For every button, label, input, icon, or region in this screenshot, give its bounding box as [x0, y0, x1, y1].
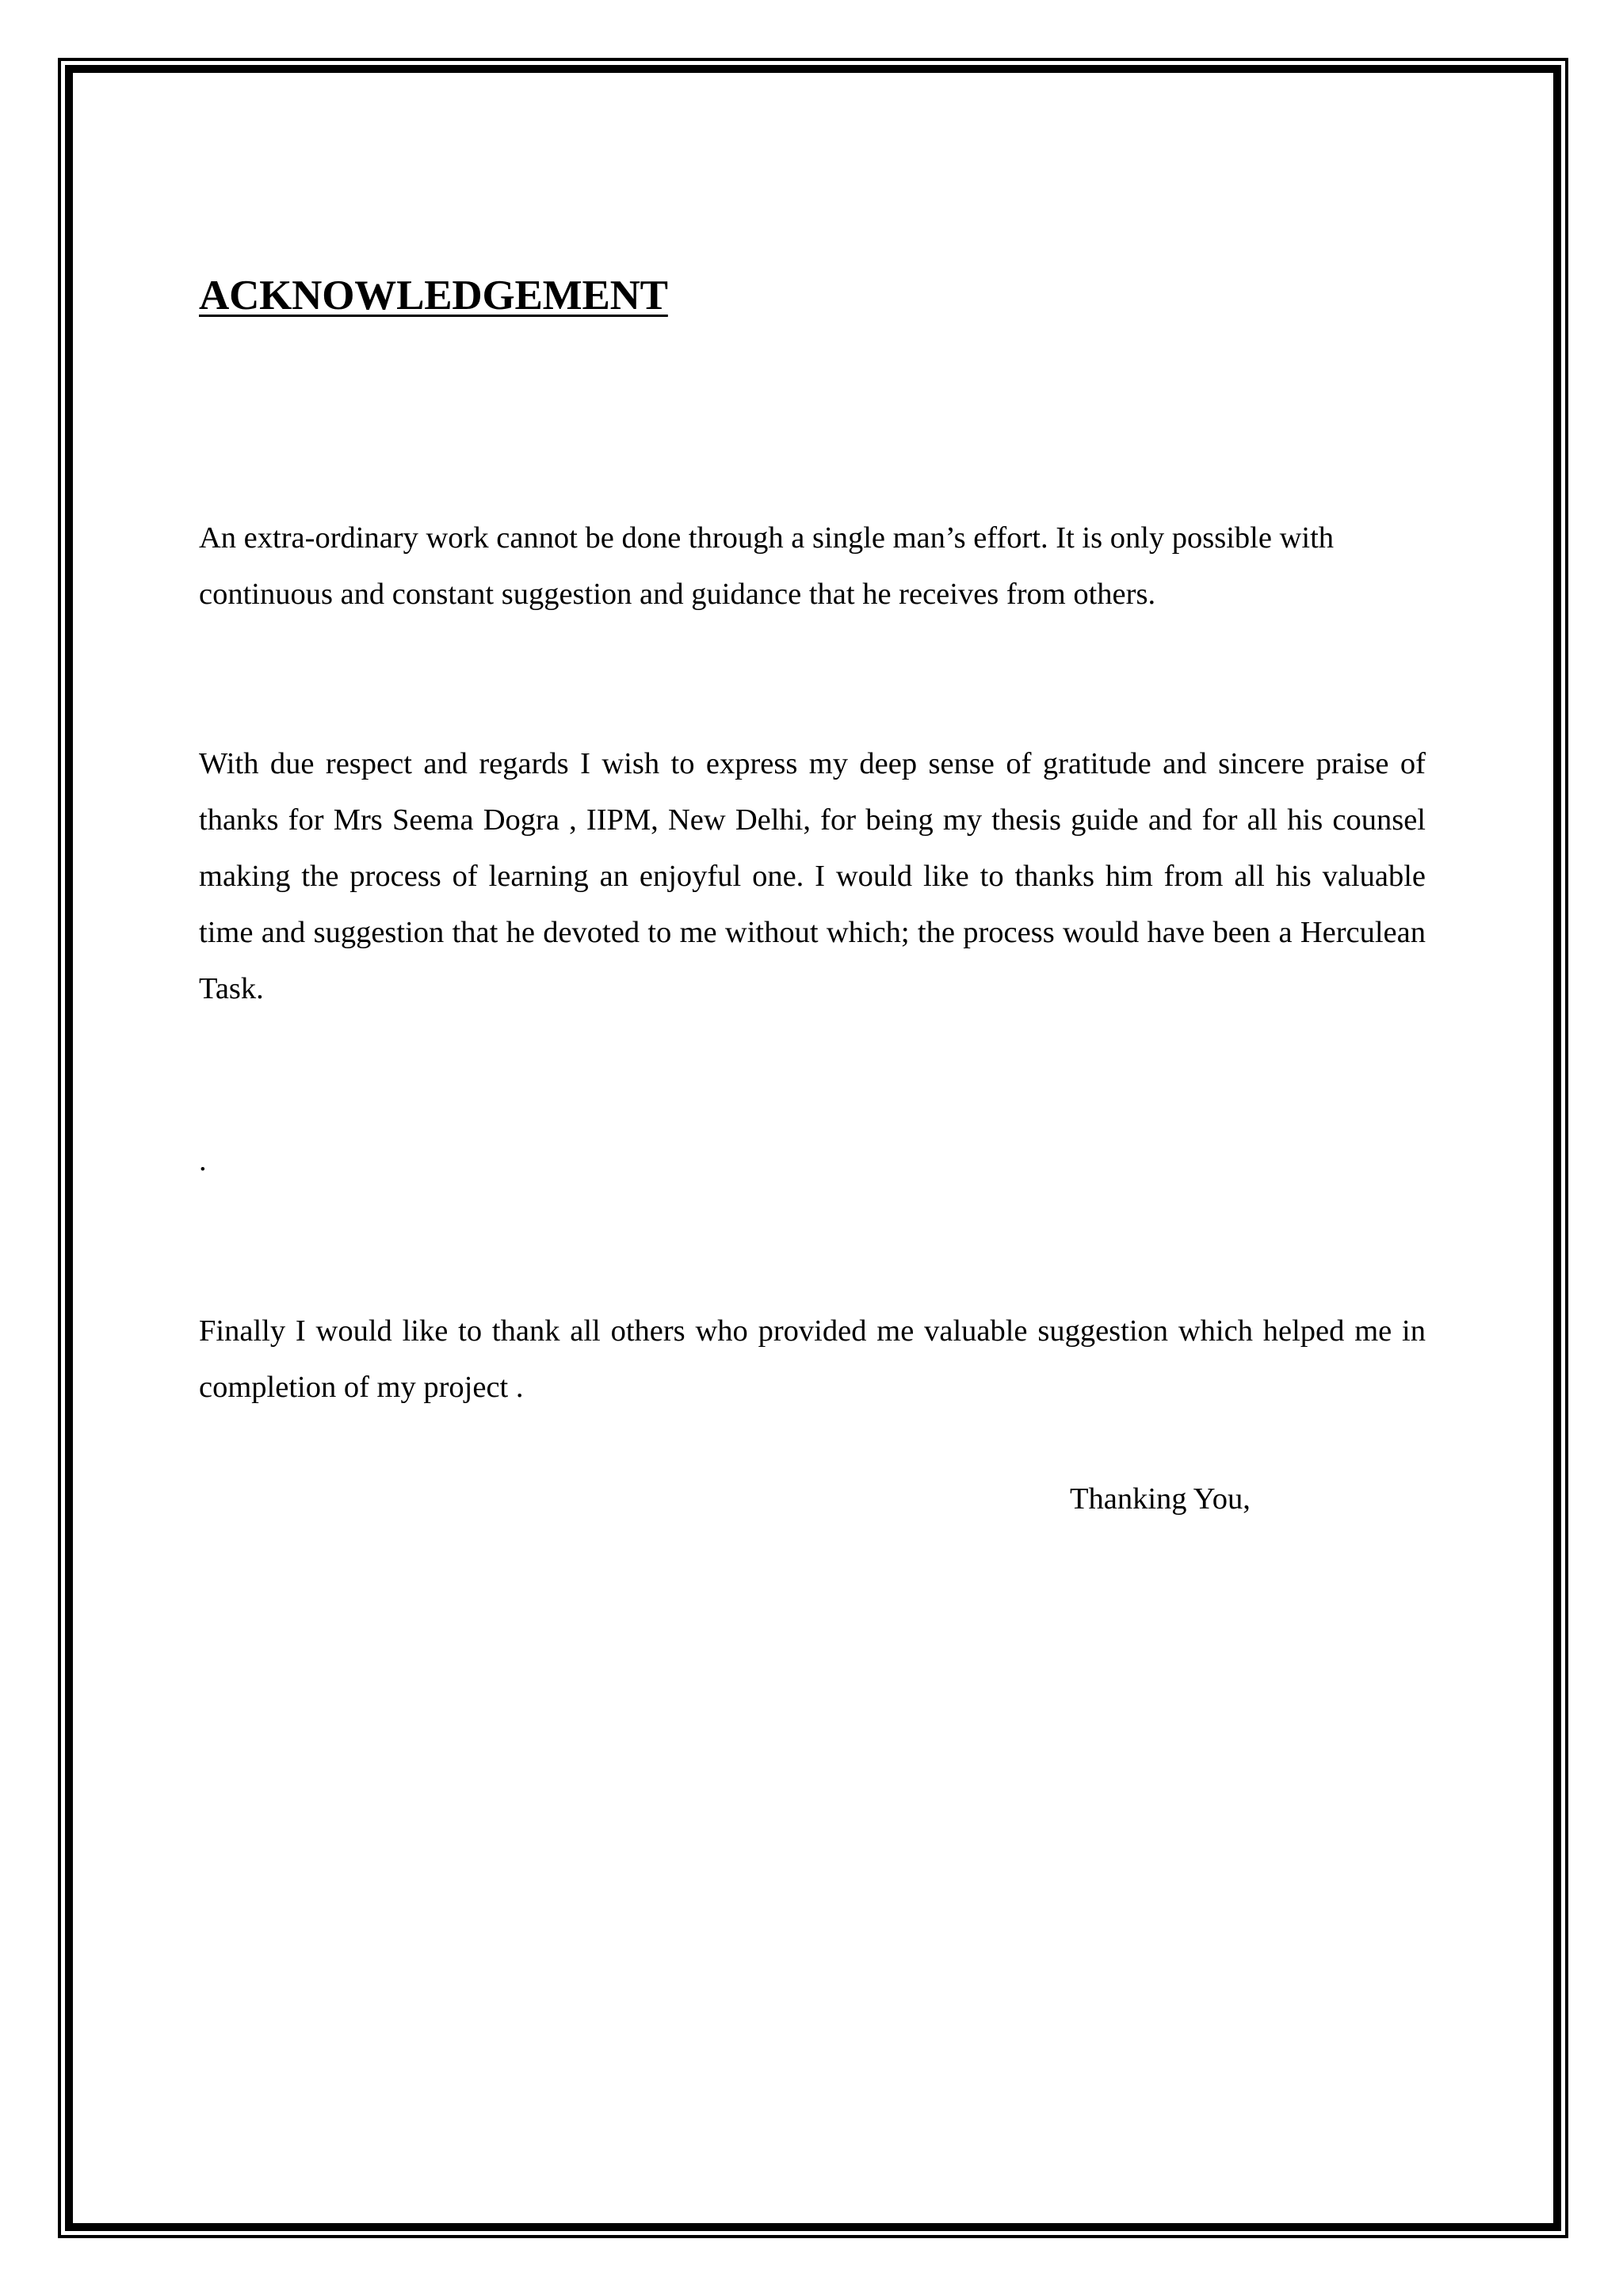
closing-salutation: Thanking You,	[1070, 1482, 1251, 1516]
page-title: ACKNOWLEDGEMENT	[199, 273, 668, 318]
paragraph-intro: An extra-ordinary work cannot be done through a single man’s effort. It is only possible with continuous and constant suggestion and guidance that he receives from others.	[199, 521, 1335, 611]
paragraph-stray-period: .	[199, 1144, 207, 1177]
paragraph-final-thanks: Finally I would like to thank all others who provided me valuable suggestion which helped me in completion of my project .	[199, 1314, 1426, 1404]
paragraph-gratitude: With due respect and regards I wish to express my deep sense of gratitude and sincere praise of thanks for Mrs Seema Dogra , IIPM, New Delhi, for being my thesis guide and for all his counsel making the process of learning an enjoyful one. I would like to thanks him from all his valuable time and suggestion that he devoted to me without which; the process would have been a Herculean Task.	[199, 747, 1426, 1005]
